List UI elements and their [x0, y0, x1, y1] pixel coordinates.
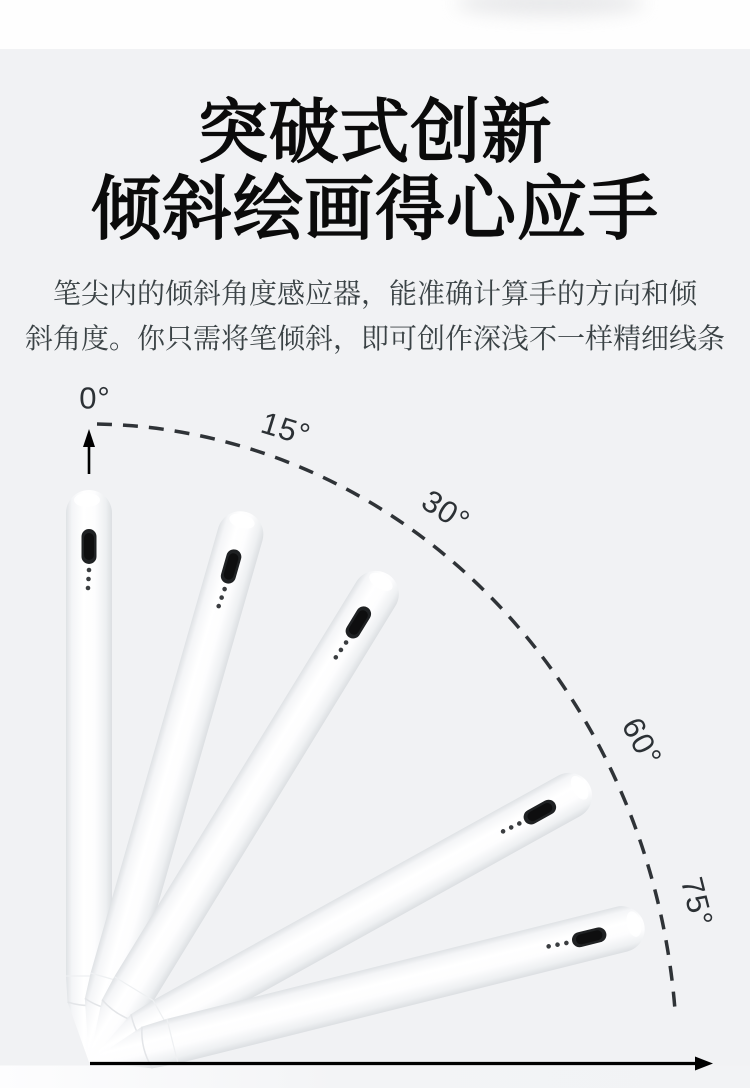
section-description: [0, 271, 750, 361]
section-title-line-1: 突破式创新: [197, 93, 553, 171]
description-line-2: 斜角度。你只需将笔倾斜，即可创作深浅不一样精细线条: [24, 323, 725, 354]
bottom-strip: [0, 1066, 750, 1088]
angle-label-15: 15°: [257, 404, 315, 454]
section-title-line-2: 倾斜绘画得心应手: [91, 170, 659, 248]
up-arrow-icon: [83, 429, 95, 474]
angle-label-60: 60°: [614, 711, 670, 773]
description-line-1: 笔尖内的倾斜角度感应器，能准确计算手的方向和倾: [52, 278, 697, 309]
angle-label-0: 0°: [79, 380, 111, 416]
angle-label-30: 30°: [415, 482, 477, 540]
section-header: [0, 94, 750, 361]
angle-label-75: 75°: [673, 873, 721, 931]
